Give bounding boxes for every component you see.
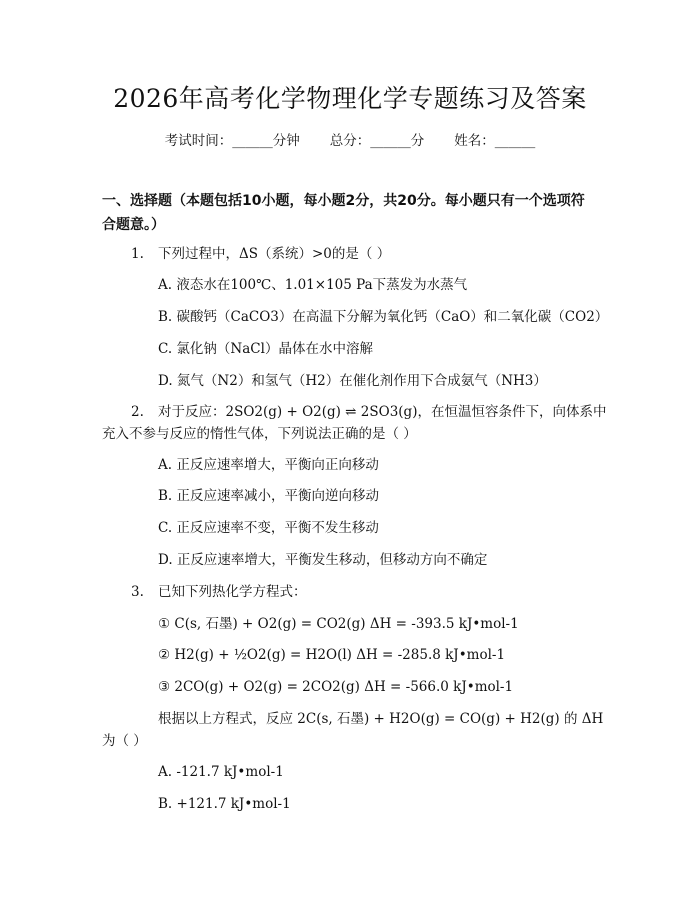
question-number: 1. [131, 246, 144, 262]
section-heading [102, 189, 602, 237]
thermochemical-equation: ② H2(g) + ½O2(g) = H2O(l) ΔH = -285.8 kJ•mol-1 [158, 647, 506, 663]
document-title: 2026年高考化学物理化学专题练习及答案 [113, 84, 587, 113]
question-stem: 下列过程中，ΔS（系统）>0的是（ ） [158, 246, 391, 262]
question-number: 2. [131, 404, 144, 420]
section-heading-line2: 合题意。） [102, 217, 165, 233]
question-stem-line2: 充入不参与反应的惰性气体，下列说法正确的是（ ） [102, 426, 417, 442]
exam-info-line [0, 131, 700, 151]
question-ask-line1: 根据以上方程式，反应 2C(s, 石墨) + H2O(g) = CO(g) + H2(g) 的 ΔH [158, 711, 604, 727]
question-ask-line2: 为（ ） [102, 733, 147, 749]
question-option: C. 正反应速率不变，平衡不发生移动 [158, 520, 379, 536]
student-name-field: 姓名：______ [454, 133, 536, 149]
total-score-field: 总分：______分 [329, 133, 425, 149]
thermochemical-equation: ③ 2CO(g) + O2(g) = 2CO2(g) ΔH = -566.0 kJ•mol-1 [158, 679, 514, 695]
question-option: C. 氯化钠（NaCl）晶体在水中溶解 [158, 341, 373, 357]
question-option: D. 正反应速率增大，平衡发生移动，但移动方向不确定 [158, 552, 488, 568]
question-stem: 已知下列热化学方程式： [158, 584, 307, 600]
question-option: B. +121.7 kJ•mol-1 [158, 796, 291, 812]
question-number: 3. [131, 584, 144, 600]
section-heading-line1: 一、选择题（本题包括10小题，每小题2分，共20分。每小题只有一个选项符 [102, 193, 585, 209]
question-option: A. 液态水在100℃、1.01×105 Pa下蒸发为水蒸气 [158, 277, 468, 293]
question-option: B. 正反应速率减小，平衡向逆向移动 [158, 488, 380, 504]
thermochemical-equation: ① C(s, 石墨) + O2(g) = CO2(g) ΔH = -393.5 kJ•mol-1 [158, 616, 519, 632]
question-option: A. 正反应速率增大，平衡向正向移动 [158, 457, 379, 473]
question-stem-line1: 对于反应：2SO2(g) + O2(g) ⇌ 2SO3(g)，在恒温恒容条件下，向体系中 [158, 404, 607, 420]
question-option: B. 碳酸钙（CaCO3）在高温下分解为氧化钙（CaO）和二氧化碳（CO2） [158, 309, 609, 325]
question-option: D. 氮气（N2）和氢气（H2）在催化剂作用下合成氨气（NH3） [158, 373, 547, 389]
exam-time-field: 考试时间：______分钟 [164, 133, 300, 149]
question-option: A. -121.7 kJ•mol-1 [158, 764, 284, 780]
